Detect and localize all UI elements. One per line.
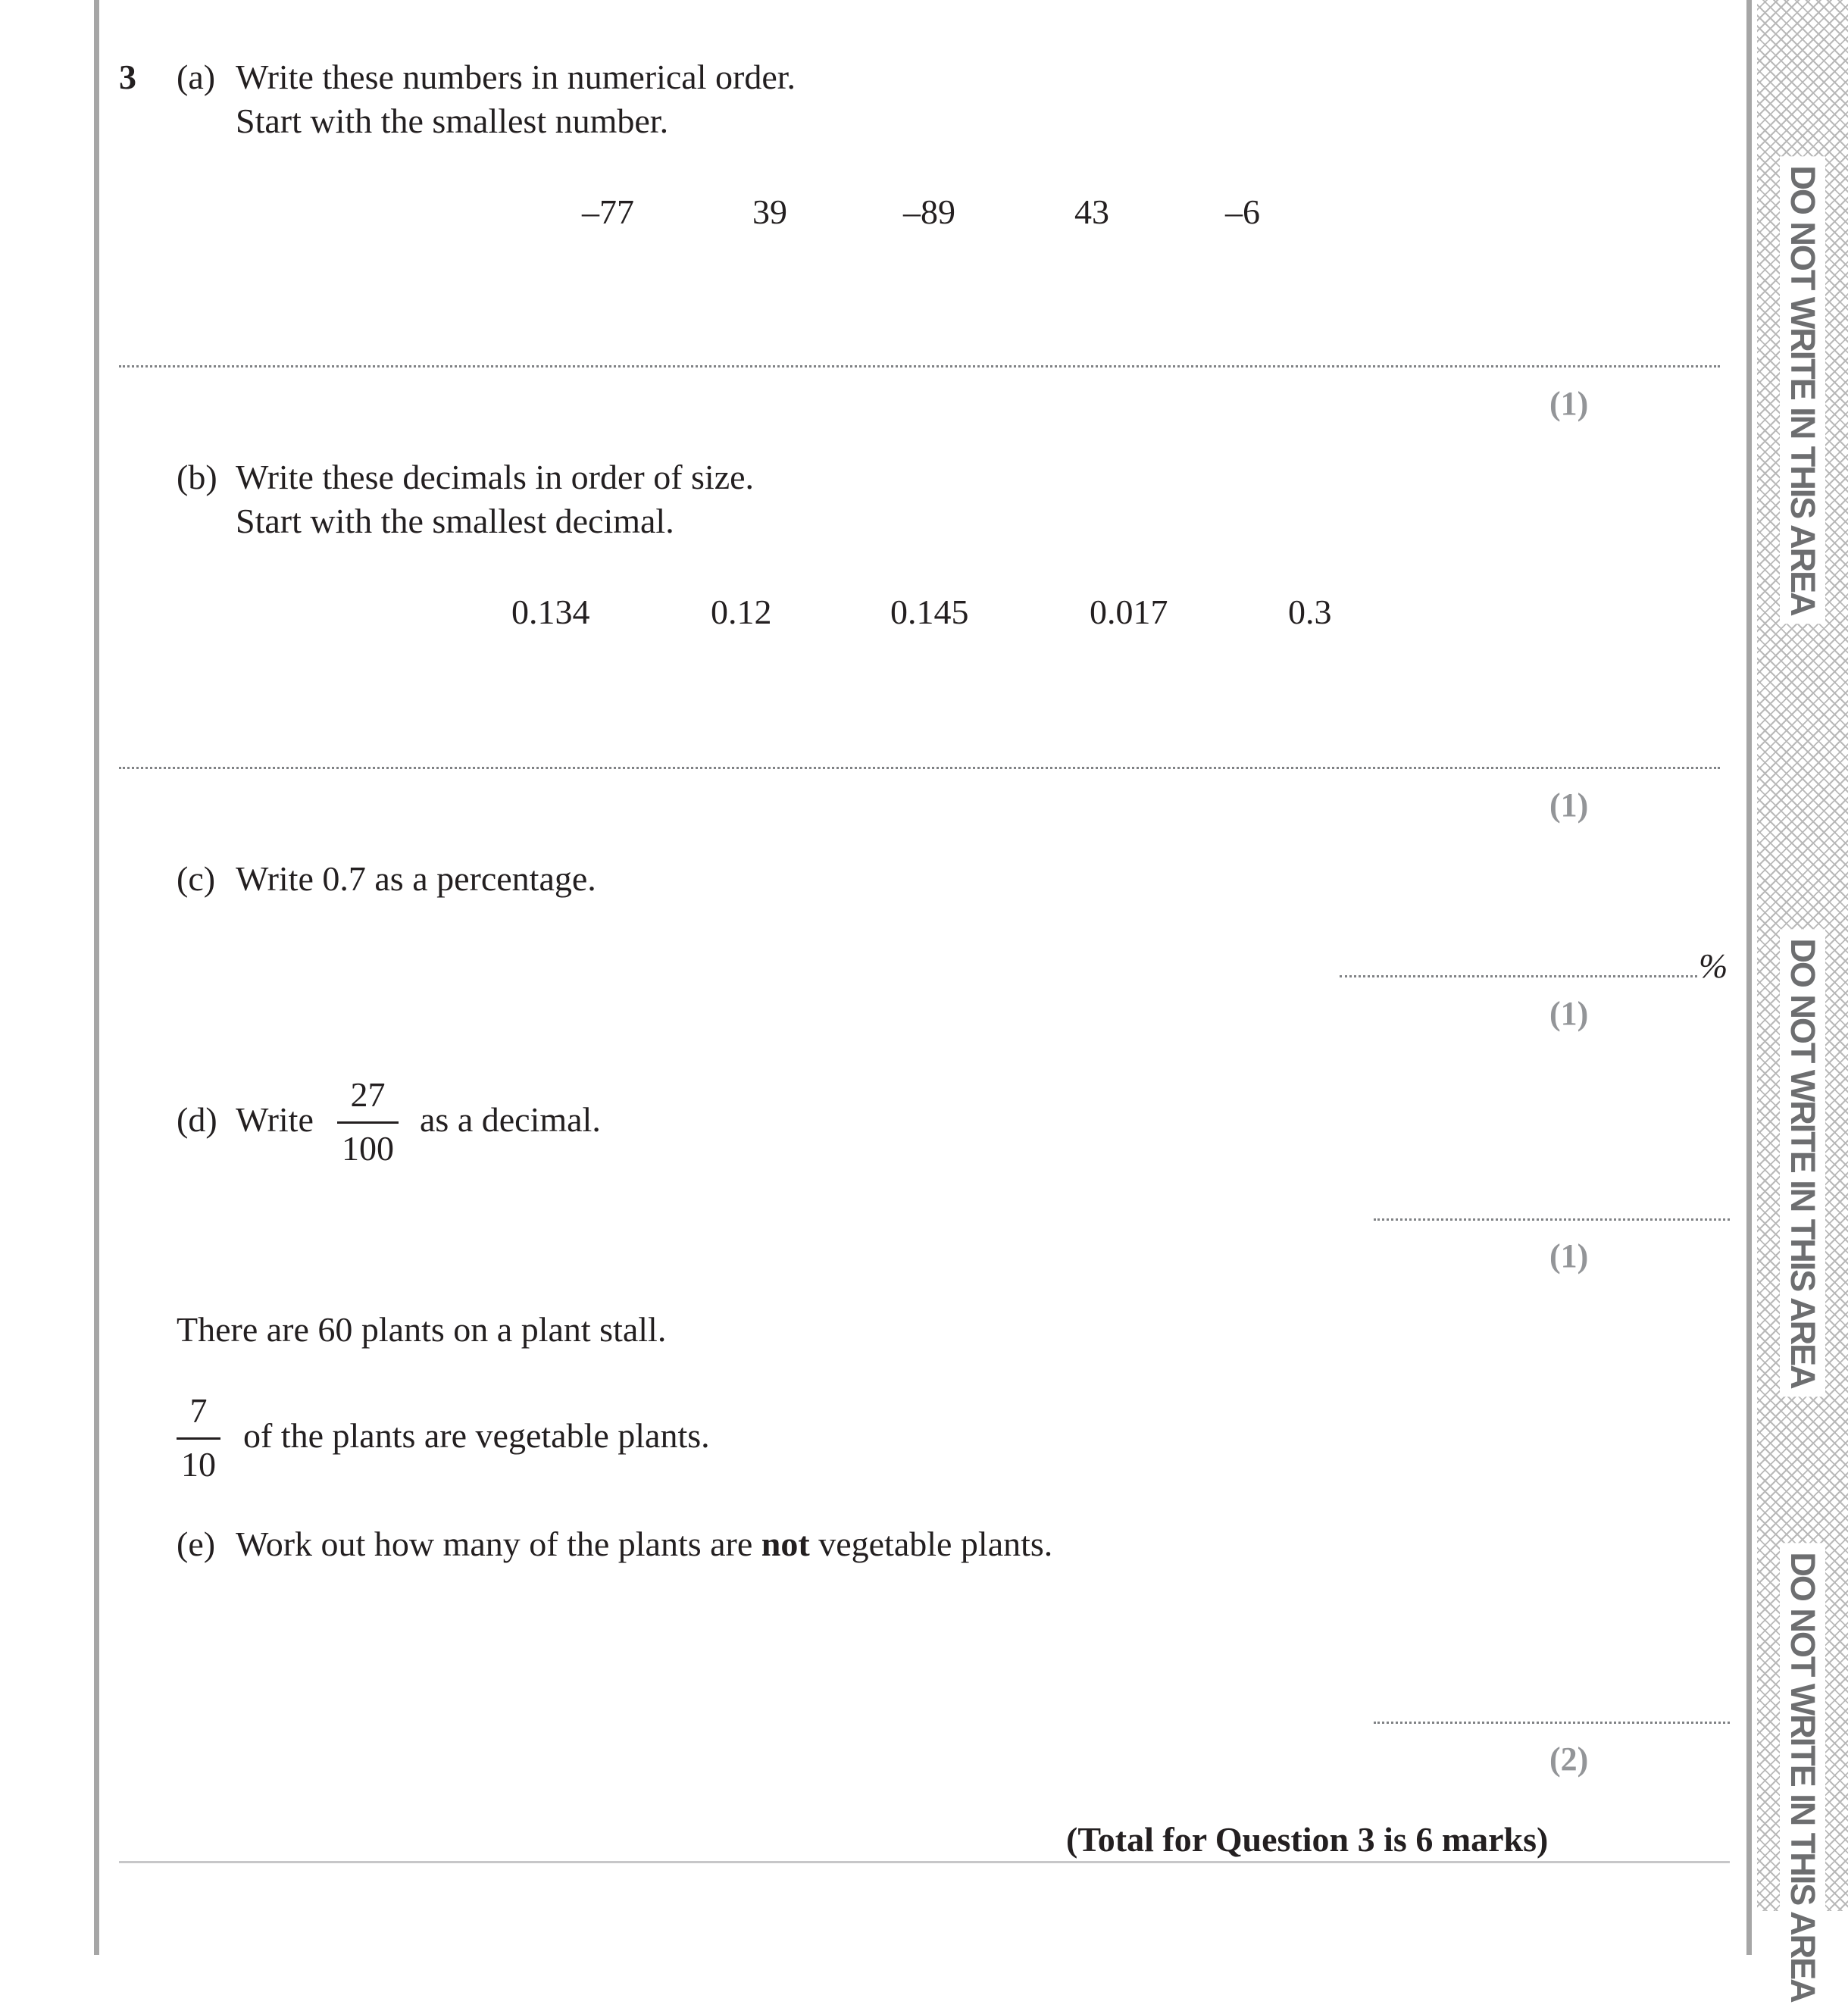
part-e-text: Work out how many of the plants are (236, 1525, 753, 1563)
part-e-label: (e) (177, 1525, 216, 1563)
number-item: –77 (582, 192, 634, 231)
fraction-numerator: 7 (189, 1391, 208, 1430)
part-a-instruction-2: Start with the smallest number. (236, 102, 669, 140)
margin-warning-1: DO NOT WRITE IN THIS AREA (1780, 156, 1825, 624)
marks-c: (1) (1549, 995, 1589, 1032)
decimal-item: 0.134 (511, 593, 590, 631)
margin-warning-3: DO NOT WRITE IN THIS AREA (1780, 1543, 1825, 2010)
part-c-instruction: Write 0.7 as a percentage. (236, 859, 596, 898)
fraction-denominator: 10 (181, 1445, 216, 1484)
answer-line-d[interactable] (1374, 1218, 1730, 1221)
page-frame (94, 0, 1752, 1955)
part-d-text-2: as a decimal. (420, 1100, 601, 1139)
part-b-instruction-2: Start with the smallest decimal. (236, 502, 674, 540)
question-number: 3 (119, 58, 136, 96)
decimal-item: 0.145 (890, 593, 969, 631)
part-a-instruction: Write these numbers in numerical order. (236, 58, 796, 96)
part-b-label: (b) (177, 458, 217, 496)
number-item: 39 (752, 192, 787, 231)
part-b-instruction: Write these decimals in order of size. (236, 458, 755, 496)
context-text: There are 60 plants on a plant stall. (177, 1310, 667, 1349)
question-end-rule (119, 1861, 1730, 1863)
decimal-item: 0.3 (1288, 593, 1332, 631)
emphasis-not: not (761, 1525, 810, 1563)
number-item: –89 (903, 192, 955, 231)
part-a-label: (a) (177, 58, 216, 96)
fraction-27-100 (337, 1077, 399, 1166)
part-e-instruction (236, 1527, 1052, 1562)
marks-d: (1) (1549, 1237, 1589, 1274)
answer-line-c[interactable] (1340, 975, 1697, 977)
number-item: –6 (1225, 192, 1260, 231)
part-d-text: Write (236, 1100, 314, 1139)
context-text-2: of the plants are vegetable plants. (243, 1416, 710, 1455)
part-d-label: (d) (177, 1100, 217, 1139)
fraction-denominator: 100 (342, 1129, 394, 1168)
decimal-item: 0.12 (711, 593, 772, 631)
question-total: (Total for Question 3 is 6 marks) (1066, 1820, 1549, 1859)
fraction-numerator: 27 (350, 1075, 386, 1114)
number-item: 43 (1074, 192, 1109, 231)
answer-line-b[interactable] (119, 767, 1720, 769)
answer-line-a[interactable] (119, 365, 1720, 367)
answer-line-e[interactable] (1374, 1722, 1730, 1724)
decimal-item: 0.017 (1090, 593, 1168, 631)
marks-b: (1) (1549, 787, 1589, 824)
part-c-label: (c) (177, 859, 216, 898)
margin-warning-2: DO NOT WRITE IN THIS AREA (1780, 929, 1825, 1396)
marks-e: (2) (1549, 1740, 1589, 1778)
part-e-text-2: vegetable plants. (818, 1525, 1053, 1563)
percent-sign: % (1699, 946, 1728, 985)
marks-a: (1) (1549, 385, 1589, 422)
fraction-7-10 (177, 1393, 220, 1482)
